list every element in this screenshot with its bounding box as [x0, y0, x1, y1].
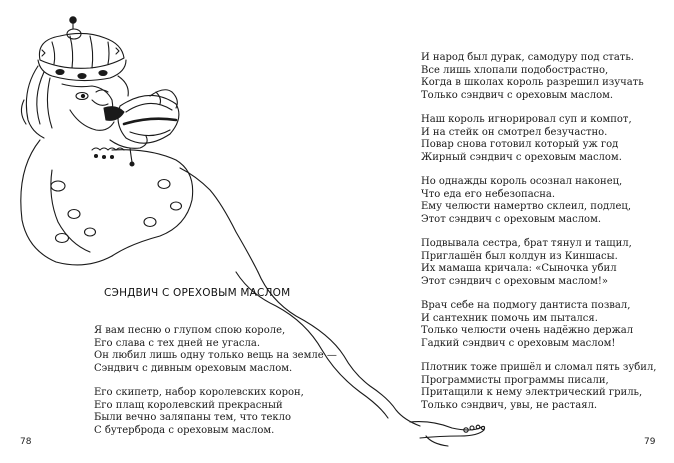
verse-line: Подвывала сестра, брат тянул и тащил, — [421, 238, 632, 249]
verse-line: И сантехник помочь им пытался. — [421, 312, 598, 324]
verse-line: Врач себе на подмогу дантиста позвал, — [421, 300, 631, 311]
stanza — [421, 238, 651, 288]
stanza — [94, 325, 337, 375]
verse-line: Их мамаша кричала: «Сыночка убил — [421, 263, 617, 274]
verse-line: Ему челюсти намертво склеил, подлец, — [421, 201, 632, 212]
stanza — [421, 176, 651, 226]
verse-line: Только челюсти очень надёжно держал — [421, 325, 634, 336]
poem-title: СЭНДВИЧ С ОРЕХОВЫМ МАСЛОМ — [104, 287, 291, 299]
verse-line: Приглашён был колдун из Киншасы. — [421, 250, 618, 262]
crown-icon — [38, 17, 126, 81]
verse-line: Сэндвич с дивным ореховым маслом. — [94, 362, 293, 374]
page-number-left: 78 — [20, 437, 32, 447]
verse-line: Повар снова готовил который уж год — [421, 139, 619, 150]
verse-line: С бутерброда с ореховым маслом. — [94, 424, 275, 436]
verse-line: И народ был дурак, самодуру под стать. — [421, 52, 634, 63]
left-page-text — [94, 325, 337, 449]
right-page-text — [421, 52, 657, 424]
verse-line: Программисты программы писали, — [421, 374, 609, 386]
stanza — [94, 387, 324, 437]
verse-line: Его скипетр, набор королевских корон, — [94, 387, 304, 398]
verse-line: Когда в школах король разрешил изучать — [421, 77, 644, 88]
verse-line: Все лишь хлопали подобострастно, — [421, 64, 609, 76]
page-number-right: 79 — [644, 437, 656, 447]
verse-line: Он любил лишь одну только вещь на земле — — [94, 350, 337, 361]
verse-line: Плотник тоже пришёл и сломал пять зубил, — [421, 362, 657, 373]
verse-line: Были вечно заляпаны тем, что текло — [94, 412, 292, 423]
verse-line: Его слава с тех дней не угасла. — [94, 337, 260, 349]
stanza — [421, 52, 651, 102]
foot-icon — [410, 422, 485, 446]
verse-line: Его плащ королевский прекрасный — [94, 399, 283, 411]
verse-line: Что еда его небезопасна. — [421, 188, 556, 200]
stanza — [421, 362, 657, 412]
verse-line: Жирный сэндвич с ореховым маслом. — [421, 151, 622, 163]
verse-line: Наш король игнорировал суп и компот, — [421, 114, 632, 125]
stanza — [421, 300, 651, 350]
verse-line: Этот сэндвич с ореховым маслом!» — [421, 275, 608, 287]
verse-line: Только сэндвич с ореховым маслом. — [421, 89, 614, 101]
verse-line: Притащили к нему электрический гриль, — [421, 387, 643, 398]
verse-line: Этот сэндвич с ореховым маслом. — [421, 213, 602, 225]
verse-line: Но однажды король осознал наконец, — [421, 176, 623, 187]
verse-line: И на стейк он смотрел безучастно. — [421, 126, 608, 138]
verse-line: Только сэндвич, увы, не растаял. — [421, 399, 598, 411]
stanza — [421, 114, 651, 164]
verse-line: Я вам песню о глупом спою короле, — [94, 325, 286, 336]
verse-line: Гадкий сэндвич с ореховым маслом! — [421, 337, 616, 349]
sandwich-icon — [118, 95, 179, 143]
